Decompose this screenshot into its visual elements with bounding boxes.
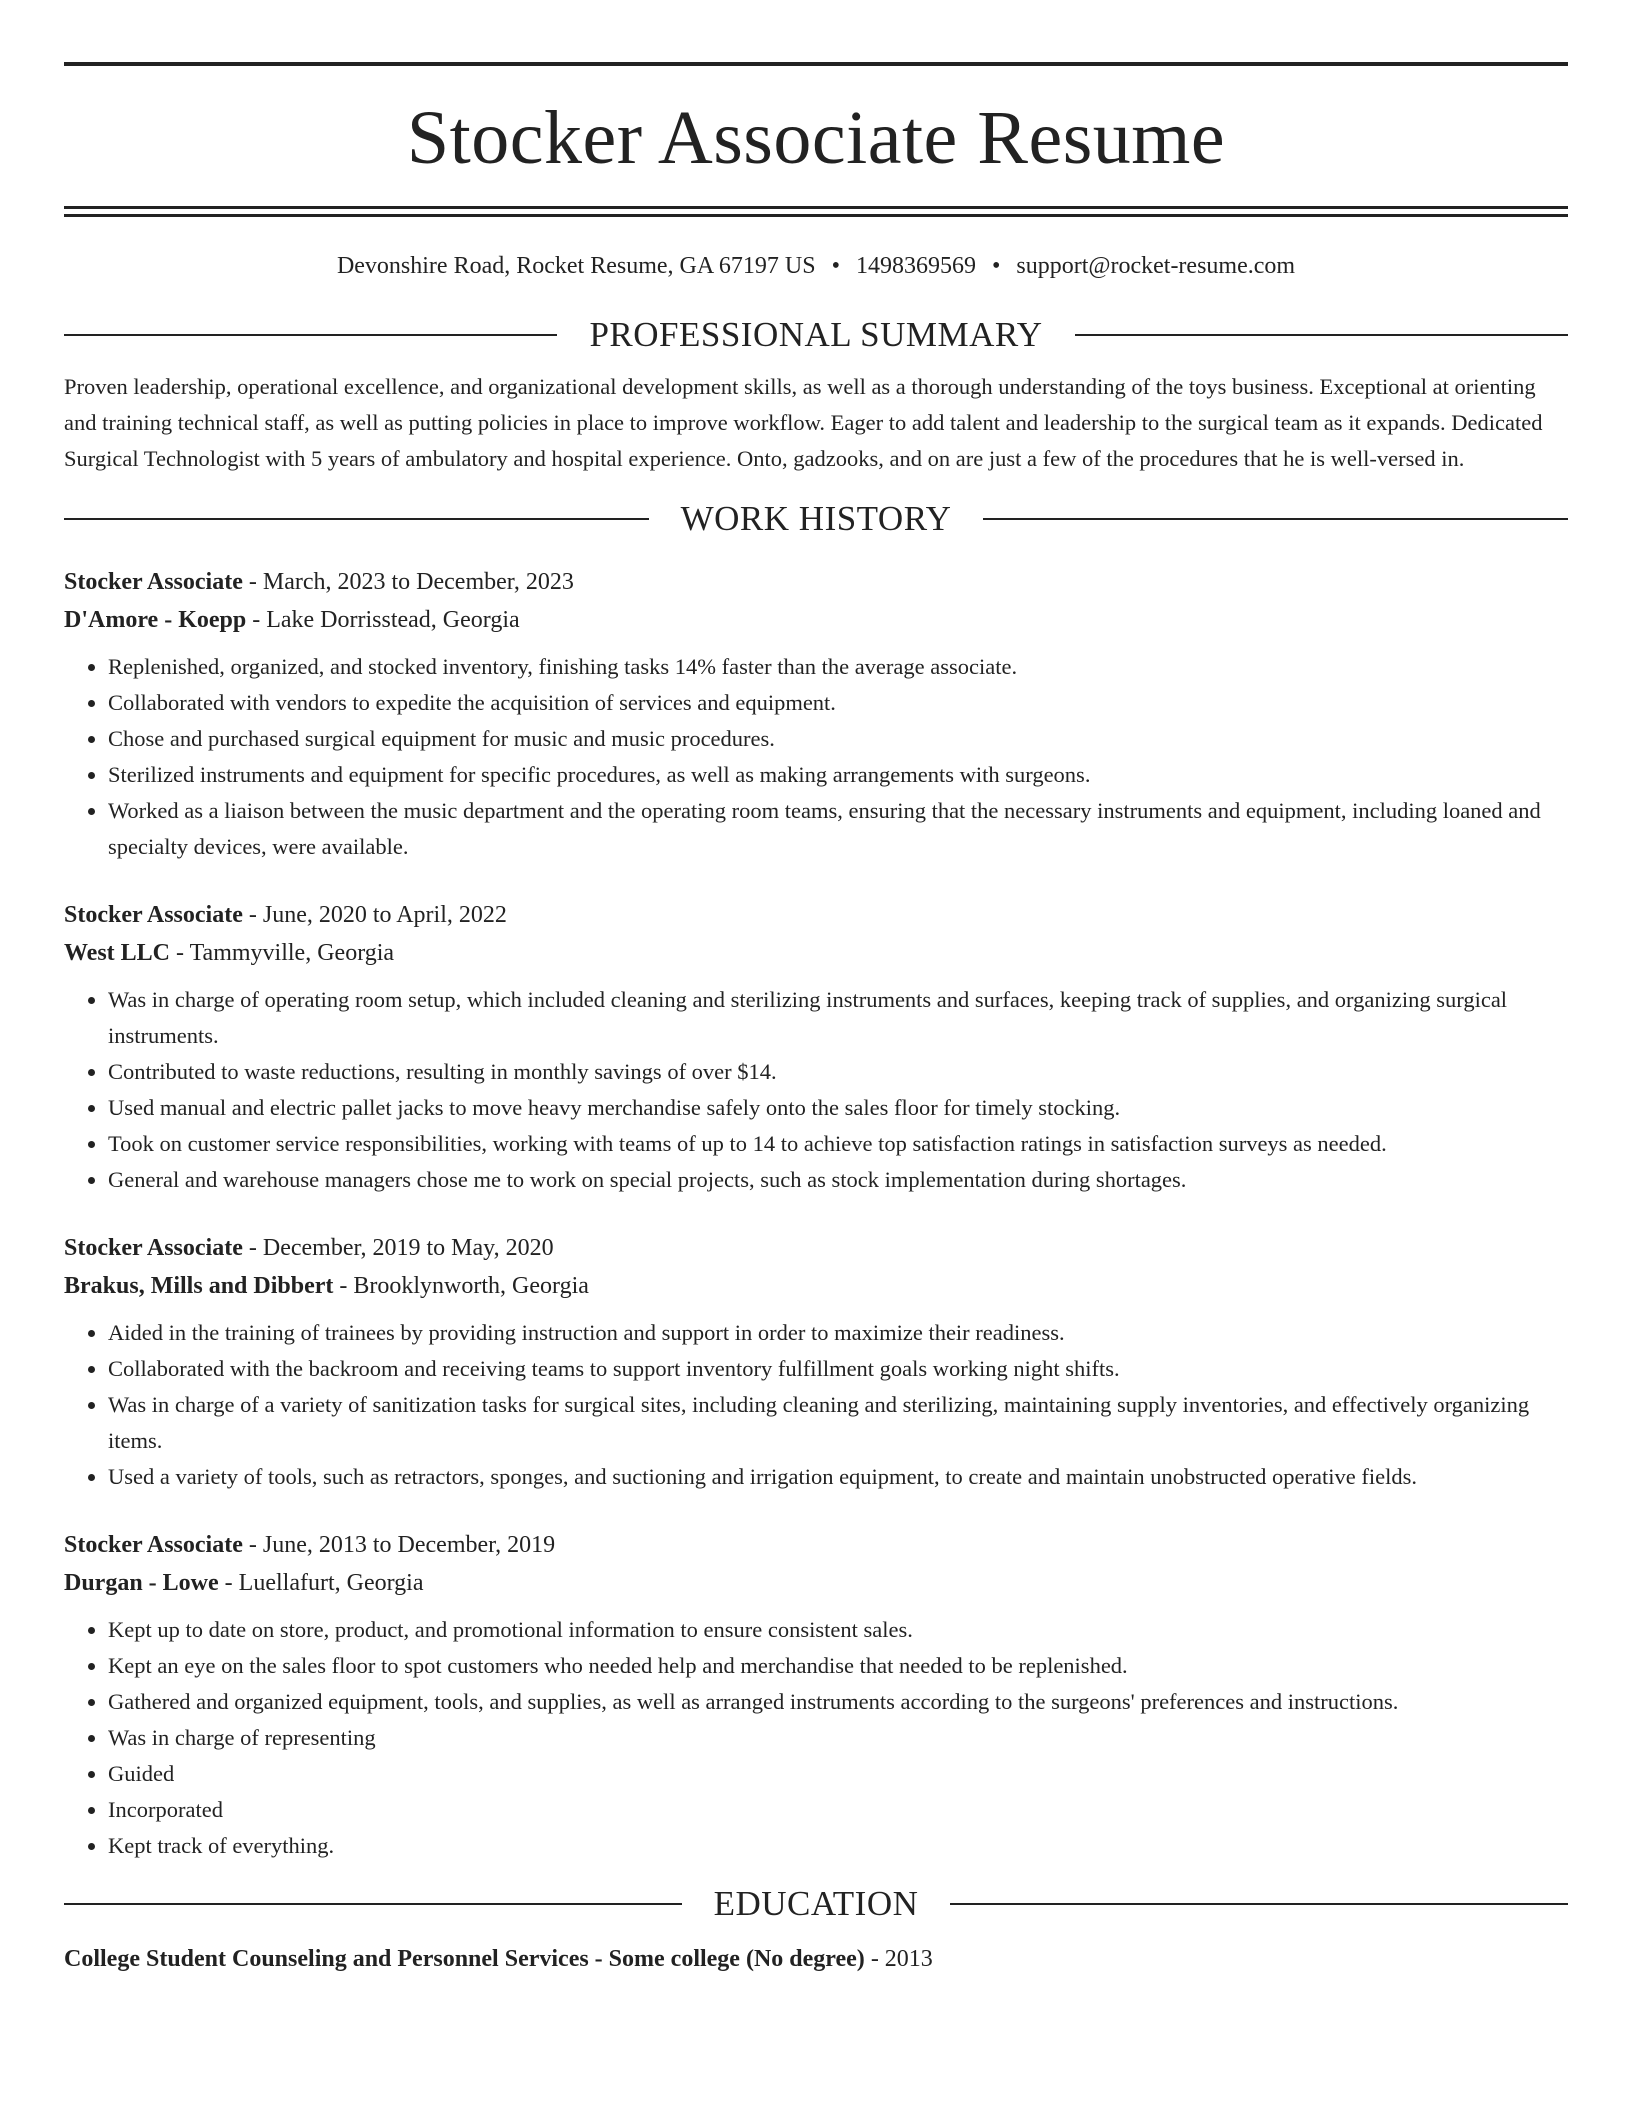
- heading-rule-left: [64, 334, 557, 336]
- job-bullet: • Guided: [108, 1756, 1568, 1792]
- job-bullet: • Kept up to date on store, product, and promotional information to ensure consistent sales.: [108, 1612, 1568, 1648]
- heading-rule-left: [64, 518, 649, 520]
- job-bullet: • Replenished, organized, and stocked inventory, finishing tasks 14% faster than the average associate.: [108, 649, 1568, 685]
- summary-text: Proven leadership, operational excellence, and organizational development skills, as well as a thorough understanding of the toys business. Exceptional at orienting and training technical staff, as well as putting policies in place to improve workflow. Eager to add talent and leadership to the surgical team as it expands. Dedicated Surgical Technologist with 5 years of ambulatory and hospital experience. Onto, gadzooks, and on are just a few of the procedures that he is well-versed in.: [64, 374, 1543, 471]
- job-bullet: • Gathered and organized equipment, tools, and supplies, as well as arranged instruments according to the surgeons' preferences and instructions.: [108, 1684, 1568, 1720]
- heading-rule-right: [950, 1903, 1568, 1905]
- job-bullets: [64, 1612, 1568, 1864]
- job-entry: [64, 1526, 1568, 1864]
- job-company-line: [64, 1564, 1568, 1602]
- job-title-line: [64, 1526, 1568, 1564]
- job-dates: - June, 2013 to December, 2019: [242, 1532, 556, 1558]
- heading-rule-right: [1075, 334, 1568, 336]
- job-bullet: • Aided in the training of trainees by providing instruction and support in order to maximize their readiness.: [108, 1315, 1568, 1351]
- job-bullet: • Was in charge of representing: [108, 1720, 1568, 1756]
- job-company: West LLC: [64, 940, 171, 966]
- job-bullets: [64, 649, 1568, 865]
- job-title: Stocker Associate: [64, 1235, 243, 1261]
- job-bullet: • Took on customer service responsibilities, working with teams of up to 14 to achieve top satisfaction ratings in satisfaction surveys as needed.: [108, 1126, 1568, 1162]
- job-bullets: [64, 1315, 1568, 1495]
- summary-heading-label: PROFESSIONAL SUMMARY: [589, 315, 1043, 354]
- job-bullet: • Kept an eye on the sales floor to spot customers who needed help and merchandise that needed to be replenished.: [108, 1648, 1568, 1684]
- job-bullet: • Collaborated with the backroom and receiving teams to support inventory fulfillment goals working night shifts.: [108, 1351, 1568, 1387]
- job-bullet: • Incorporated: [108, 1792, 1568, 1828]
- top-rule: [64, 62, 1568, 66]
- job-title: Stocker Associate: [64, 1532, 243, 1558]
- job-bullet: • Collaborated with vendors to expedite the acquisition of services and equipment.: [108, 685, 1568, 721]
- job-company: D'Amore - Koepp: [64, 607, 247, 633]
- heading-rule-right: [983, 518, 1568, 520]
- job-title-line: [64, 896, 1568, 934]
- job-location: - Tammyville, Georgia: [170, 940, 395, 966]
- job-bullet: • General and warehouse managers chose me to work on special projects, such as stock implementation during shortages.: [108, 1162, 1568, 1198]
- job-location: - Luellafurt, Georgia: [218, 1570, 424, 1596]
- job-location: - Lake Dorrisstead, Georgia: [246, 607, 520, 633]
- job-title-line: [64, 563, 1568, 601]
- work-history-heading-label: WORK HISTORY: [680, 499, 952, 538]
- job-company-line: [64, 1267, 1568, 1305]
- job-company-line: [64, 934, 1568, 972]
- contact-phone: 1498369569: [855, 253, 976, 279]
- job-bullet: • Used manual and electric pallet jacks to move heavy merchandise safely onto the sales floor for timely stocking.: [108, 1090, 1568, 1126]
- job-location: - Brooklynworth, Georgia: [333, 1273, 589, 1299]
- job-company: Durgan - Lowe: [64, 1570, 219, 1596]
- job-bullet: • Used a variety of tools, such as retractors, sponges, and suctioning and irrigation equipment, to create and maintain unobstructed operative fields.: [108, 1459, 1568, 1495]
- heading-rule-left: [64, 1903, 682, 1905]
- education-degree: College Student Counseling and Personnel Services - Some college (No degree): [64, 1946, 865, 1972]
- job-bullet: • Was in charge of a variety of sanitization tasks for surgical sites, including cleaning and sterilizing, maintaining supply inventories, and effectively organizing items.: [108, 1387, 1568, 1459]
- contact-separator: •: [991, 253, 1001, 279]
- job-company: Brakus, Mills and Dibbert: [64, 1273, 334, 1299]
- job-bullet: • Worked as a liaison between the music department and the operating room teams, ensuring that the necessary instruments and equipment, including loaned and specialty devices, were available.: [108, 793, 1568, 865]
- contact-separator: •: [831, 253, 840, 279]
- education-heading: [64, 1884, 1568, 1924]
- job-bullet: • Was in charge of operating room setup, which included cleaning and sterilizing instruments and surfaces, keeping track of supplies, and organizing surgical instruments.: [108, 982, 1568, 1054]
- contact-line: [64, 251, 1568, 281]
- job-bullet: • Chose and purchased surgical equipment for music and music procedures.: [108, 721, 1568, 757]
- work-history-list: [64, 563, 1568, 1864]
- contact-address: Devonshire Road, Rocket Resume, GA 67197 US: [336, 253, 816, 279]
- job-bullet: • Kept track of everything.: [108, 1828, 1568, 1864]
- education-heading-label: EDUCATION: [713, 1884, 919, 1923]
- job-title: Stocker Associate: [64, 569, 243, 595]
- job-dates: - June, 2020 to April, 2022: [242, 902, 507, 928]
- summary-heading: [64, 315, 1568, 355]
- job-entry: [64, 1229, 1568, 1495]
- job-entry: [64, 563, 1568, 865]
- job-bullet: • Sterilized instruments and equipment for specific procedures, as well as making arrangements with surgeons.: [108, 757, 1568, 793]
- contact-email: support@rocket-resume.com: [1016, 253, 1296, 279]
- job-dates: - March, 2023 to December, 2023: [242, 569, 574, 595]
- education-entry: [64, 1940, 1568, 1978]
- education-year: - 2013: [864, 1946, 933, 1972]
- job-title-line: [64, 1229, 1568, 1267]
- job-title: Stocker Associate: [64, 902, 243, 928]
- job-dates: - December, 2019 to May, 2020: [242, 1235, 554, 1261]
- page-title: Stocker Associate Resume: [406, 96, 1226, 180]
- job-entry: [64, 896, 1568, 1198]
- job-bullets: [64, 982, 1568, 1198]
- title-double-rule: [64, 206, 1568, 217]
- job-company-line: [64, 601, 1568, 639]
- work-history-heading: [64, 499, 1568, 539]
- job-bullet: • Contributed to waste reductions, resulting in monthly savings of over $14.: [108, 1054, 1568, 1090]
